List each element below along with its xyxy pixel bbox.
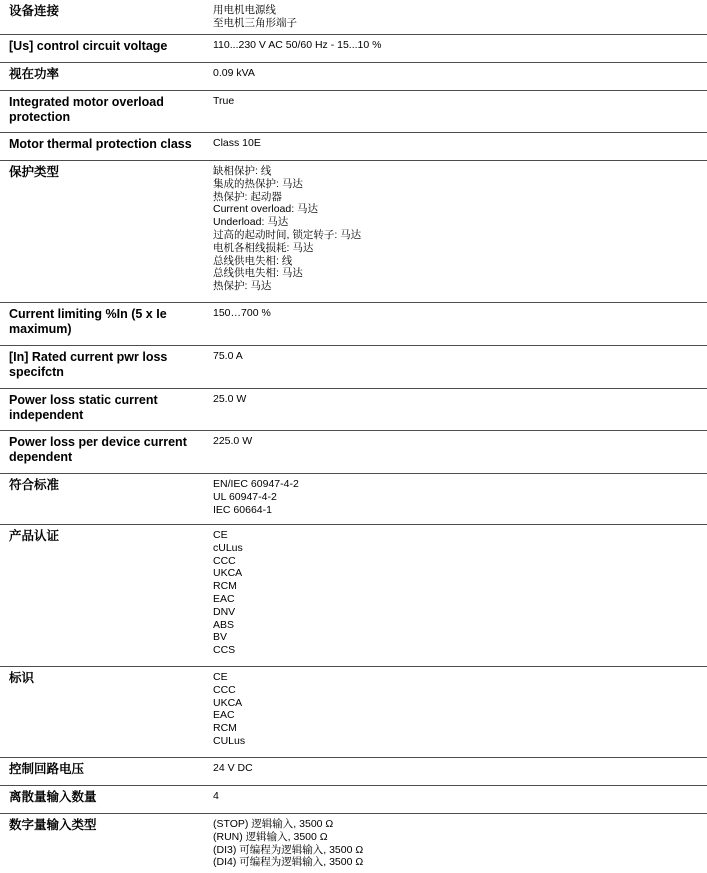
spec-value: 缺相保护: 线 xyxy=(213,165,272,177)
spec-values xyxy=(213,350,693,363)
spec-value: True xyxy=(213,95,235,107)
spec-value: UKCA xyxy=(213,696,243,709)
spec-values xyxy=(213,435,693,448)
spec-value: EAC xyxy=(213,592,235,605)
spec-row-protection-type xyxy=(0,161,707,303)
spec-value: 热保护: 马达 xyxy=(213,280,272,293)
spec-label: 控制回路电压 xyxy=(9,762,85,776)
spec-row-discrete-inputs xyxy=(0,786,707,814)
spec-values xyxy=(213,671,693,748)
spec-row-standards xyxy=(0,474,707,525)
spec-value: 总线供电失相: 线 xyxy=(213,254,293,267)
spec-label: 符合标准 xyxy=(9,478,60,492)
spec-value: 25.0 W xyxy=(213,393,247,405)
spec-values xyxy=(213,95,693,108)
spec-value: 150…700 % xyxy=(213,307,271,319)
spec-value: CCC xyxy=(213,554,236,567)
spec-value: 过高的起动时间, 锁定转子: 马达 xyxy=(213,228,362,241)
spec-value: RCM xyxy=(213,580,237,593)
spec-value: 75.0 A xyxy=(213,350,243,362)
spec-value: Class 10E xyxy=(213,137,261,149)
spec-value: CE xyxy=(213,529,228,541)
spec-values xyxy=(213,529,693,657)
spec-value: 总线供电失相: 马达 xyxy=(213,267,303,280)
spec-value: 集成的热保护: 马达 xyxy=(213,177,303,190)
spec-label: 视在功率 xyxy=(9,67,60,81)
spec-values xyxy=(213,818,693,869)
spec-value: RCM xyxy=(213,722,237,735)
spec-row-marking xyxy=(0,667,707,758)
spec-label: 标识 xyxy=(9,671,35,685)
spec-value: BV xyxy=(213,631,228,644)
spec-value: CCS xyxy=(213,644,236,657)
spec-value: 0.09 kVA xyxy=(213,67,255,79)
spec-value: (DI3) 可编程为逻辑输入, 3500 Ω xyxy=(213,843,364,856)
spec-value: 电机各相线损耗: 马达 xyxy=(213,241,314,254)
spec-value: 用电机电源线 xyxy=(213,4,276,16)
spec-values xyxy=(213,4,693,30)
spec-value: 110...230 V AC 50/60 Hz - 15...10 % xyxy=(213,39,382,51)
spec-row-motor-overload xyxy=(0,91,707,133)
spec-value: Underload: 马达 xyxy=(213,216,289,229)
spec-row-control-circuit-voltage xyxy=(0,758,707,786)
spec-value: (RUN) 逻辑输入, 3500 Ω xyxy=(213,830,328,843)
spec-value: Current overload: 马达 xyxy=(213,203,319,216)
spec-row-power-loss-static xyxy=(0,389,707,431)
spec-label: 保护类型 xyxy=(9,165,60,179)
spec-value: 225.0 W xyxy=(213,435,253,447)
spec-row-device-connection xyxy=(0,0,707,35)
spec-label: Current limiting %In (5 x Ie maximum) xyxy=(9,307,167,336)
spec-value: EAC xyxy=(213,709,235,722)
spec-value: 至电机三角形端子 xyxy=(213,16,297,29)
spec-values xyxy=(213,165,693,293)
spec-label: 离散量输入数量 xyxy=(9,790,97,804)
spec-value: ABS xyxy=(213,618,235,631)
spec-value: UKCA xyxy=(213,567,243,580)
spec-value: DNV xyxy=(213,605,236,618)
spec-values xyxy=(213,762,693,775)
spec-value: 4 xyxy=(213,790,219,802)
spec-value: 热保护: 起动器 xyxy=(213,190,282,203)
spec-label: 设备连接 xyxy=(9,4,60,18)
spec-value: IEC 60664-1 xyxy=(213,503,272,516)
spec-row-power-loss-dependent xyxy=(0,431,707,474)
spec-row-digital-input-type xyxy=(0,814,707,873)
spec-value: cULus xyxy=(213,541,243,554)
spec-value: CCC xyxy=(213,683,236,696)
spec-value: UL 60947-4-2 xyxy=(213,490,277,503)
spec-value: (STOP) 逻辑输入, 3500 Ω xyxy=(213,818,334,830)
spec-label: [Us] control circuit voltage xyxy=(9,39,168,53)
spec-value: CE xyxy=(213,671,228,683)
spec-row-current-limiting xyxy=(0,303,707,346)
spec-label: Power loss per device current dependent xyxy=(9,435,187,464)
spec-values xyxy=(213,790,693,803)
spec-label: Integrated motor overload protection xyxy=(9,95,164,124)
spec-label: Motor thermal protection class xyxy=(9,137,192,151)
spec-row-apparent-power xyxy=(0,63,707,91)
spec-values xyxy=(213,67,693,80)
spec-values xyxy=(213,393,693,406)
spec-row-certifications xyxy=(0,525,707,667)
spec-value: EN/IEC 60947-4-2 xyxy=(213,478,299,490)
spec-label: [In] Rated current pwr loss specifctn xyxy=(9,350,168,379)
spec-label: 产品认证 xyxy=(9,529,60,543)
spec-value: 24 V DC xyxy=(213,762,253,774)
spec-value: CULus xyxy=(213,734,246,747)
spec-value: (DI4) 可编程为逻辑输入, 3500 Ω xyxy=(213,856,364,869)
spec-label: 数字量输入类型 xyxy=(9,818,97,832)
spec-label: Power loss static current independent xyxy=(9,393,158,422)
spec-values xyxy=(213,307,693,320)
spec-row-rated-current xyxy=(0,346,707,389)
spec-row-control-voltage xyxy=(0,35,707,63)
spec-row-thermal-class xyxy=(0,133,707,161)
spec-values xyxy=(213,137,693,150)
spec-values xyxy=(213,478,693,516)
spec-values xyxy=(213,39,693,52)
